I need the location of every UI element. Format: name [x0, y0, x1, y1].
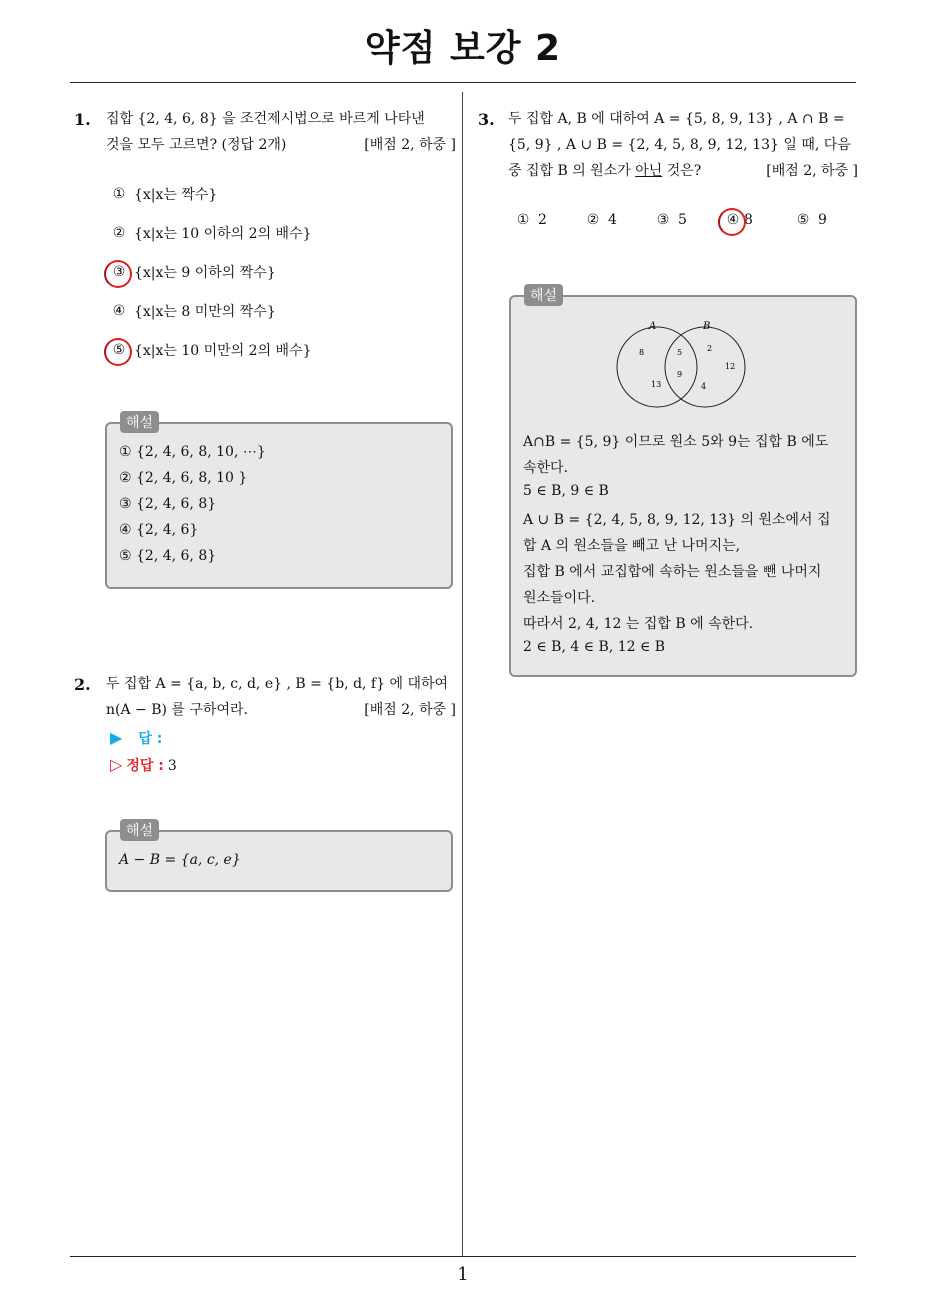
q3-choice-4[interactable] [722, 212, 753, 228]
q3-meta: [배점 2, 하중 ] [766, 163, 858, 179]
venn-both-1: 9 [677, 370, 683, 379]
page-title: 약점 보강 2 [364, 28, 562, 69]
choice-text: {x|x는 10 미만의 2의 배수} [134, 343, 312, 359]
q1-line2: 것을 모두 고르면? (정답 2개) [106, 137, 287, 153]
q1-choice-2[interactable] [108, 223, 312, 243]
q2-line2: n(A − B) 를 구하여라. [106, 702, 248, 718]
q1-choice-4[interactable] [108, 301, 276, 321]
venn-b-only-2: 4 [701, 382, 707, 391]
solution-line: 합 A 의 원소들을 빼고 난 나머지는, [523, 538, 741, 554]
choice-text: {x|x는 짝수} [134, 187, 218, 203]
q3-choice-1[interactable] [512, 212, 547, 228]
q1-meta: [배점 2, 하중 ] [364, 137, 456, 153]
q1-choice-1[interactable] [108, 184, 217, 204]
q1-number: 1. [74, 110, 91, 129]
play-outline-icon: ▷ [110, 755, 123, 774]
choice-text: 8 [744, 212, 753, 228]
q3-number: 3. [478, 110, 495, 129]
column-divider [462, 92, 463, 1257]
venn-both-0: 5 [677, 348, 683, 357]
venn-diagram [609, 315, 759, 415]
venn-a-only-1: 13 [651, 380, 662, 389]
venn-a-only-0: 8 [639, 348, 645, 357]
q2-correct-row [110, 755, 177, 775]
q3-line3-pre: 중 집합 B 의 원소가 [508, 163, 636, 179]
choice-mark-circled: ③ [108, 264, 130, 280]
q3-line2: {5, 9} , A ∪ B = {2, 4, 5, 8, 9, 12, 13} 일 때, 다음 [508, 137, 851, 153]
solution-line: ① {2, 4, 6, 8, 10, ⋯} [119, 444, 266, 460]
choice-mark: ① [112, 186, 126, 202]
venn-label-a: A [649, 321, 657, 332]
q3-solution-box [509, 295, 857, 677]
q3-choice-2[interactable] [582, 212, 617, 228]
venn-b-only-0: 2 [707, 344, 713, 353]
q2-answer-row[interactable] [110, 728, 162, 748]
q1-solution-box [105, 422, 453, 589]
q2-meta: [배점 2, 하중 ] [364, 702, 456, 718]
q2-number: 2. [74, 675, 91, 694]
q3-line3-post: 것은? [662, 163, 702, 179]
q1-choice-5[interactable] [108, 340, 312, 360]
solution-line: ③ {2, 4, 6, 8} [119, 496, 217, 512]
solution-line: A − B = {a, c, e} [119, 852, 241, 868]
q2-solution-tag: 해설 [120, 819, 159, 841]
choice-mark: ② [586, 212, 600, 228]
play-icon: ▶ [110, 728, 123, 747]
correct-value: 3 [167, 758, 177, 774]
solution-line: 집합 B 에서 교집합에 속하는 원소들을 뺀 나머지 [523, 564, 822, 580]
choice-text: 5 [678, 212, 687, 228]
choice-text: {x|x는 10 이하의 2의 배수} [134, 226, 312, 242]
venn-label-b: B [703, 321, 711, 332]
q3-line3-underlined: 아닌 [635, 163, 663, 179]
choice-mark: ③ [656, 212, 670, 228]
top-divider [70, 82, 856, 83]
q3-text [508, 106, 858, 184]
page-number: 1 [457, 1264, 469, 1285]
solution-line: ⑤ {2, 4, 6, 8} [119, 548, 217, 564]
answer-label: 답 : [138, 731, 163, 747]
solution-line: 속한다. [523, 460, 569, 476]
q1-solution-tag: 해설 [120, 411, 159, 433]
q1-text [106, 106, 456, 158]
choice-text: 2 [538, 212, 547, 228]
venn-b-only-1: 12 [725, 362, 736, 371]
solution-line: ② {2, 4, 6, 8, 10 } [119, 470, 248, 486]
q1-line1: 집합 {2, 4, 6, 8} 을 조건제시법으로 바르게 나타낸 [106, 111, 425, 127]
correct-label: 정답 : [126, 758, 164, 774]
q2-text [106, 671, 456, 723]
q2-line1: 두 집합 A = {a, b, c, d, e} , B = {b, d, f} 에 대하여 [106, 676, 449, 692]
choice-mark: ② [112, 225, 126, 241]
venn-circle-a [617, 327, 697, 407]
q3-choice-3[interactable] [652, 212, 687, 228]
q3-line3 [508, 158, 701, 184]
choice-text: 4 [608, 212, 617, 228]
choice-mark-circled: ⑤ [108, 342, 130, 358]
solution-line: A ∪ B = {2, 4, 5, 8, 9, 12, 13} 의 원소에서 집 [523, 512, 831, 528]
choice-text: 9 [818, 212, 827, 228]
choice-mark: ⑤ [796, 212, 810, 228]
choice-text: {x|x는 8 미만의 짝수} [134, 304, 276, 320]
solution-line: A∩B = {5, 9} 이므로 원소 5와 9는 집합 B 에도 [523, 434, 829, 450]
bottom-divider [70, 1256, 856, 1257]
q3-line1: 두 집합 A, B 에 대하여 A = {5, 8, 9, 13} , A ∩ B = [508, 111, 845, 127]
choice-mark: ④ [112, 303, 126, 319]
solution-line: 2 ∈ B, 4 ∈ B, 12 ∈ B [523, 639, 666, 655]
solution-line: 따라서 2, 4, 12 는 집합 B 에 속한다. [523, 616, 754, 632]
q1-choice-3[interactable] [108, 262, 276, 282]
solution-line: 5 ∈ B, 9 ∈ B [523, 483, 609, 499]
choice-text: {x|x는 9 이하의 짝수} [134, 265, 276, 281]
choice-mark: ① [516, 212, 530, 228]
q3-choice-5[interactable] [792, 212, 827, 228]
q3-solution-tag: 해설 [524, 284, 563, 306]
solution-line: 원소들이다. [523, 590, 596, 606]
choice-mark-circled: ④ [722, 212, 744, 228]
solution-line: ④ {2, 4, 6} [119, 522, 199, 538]
